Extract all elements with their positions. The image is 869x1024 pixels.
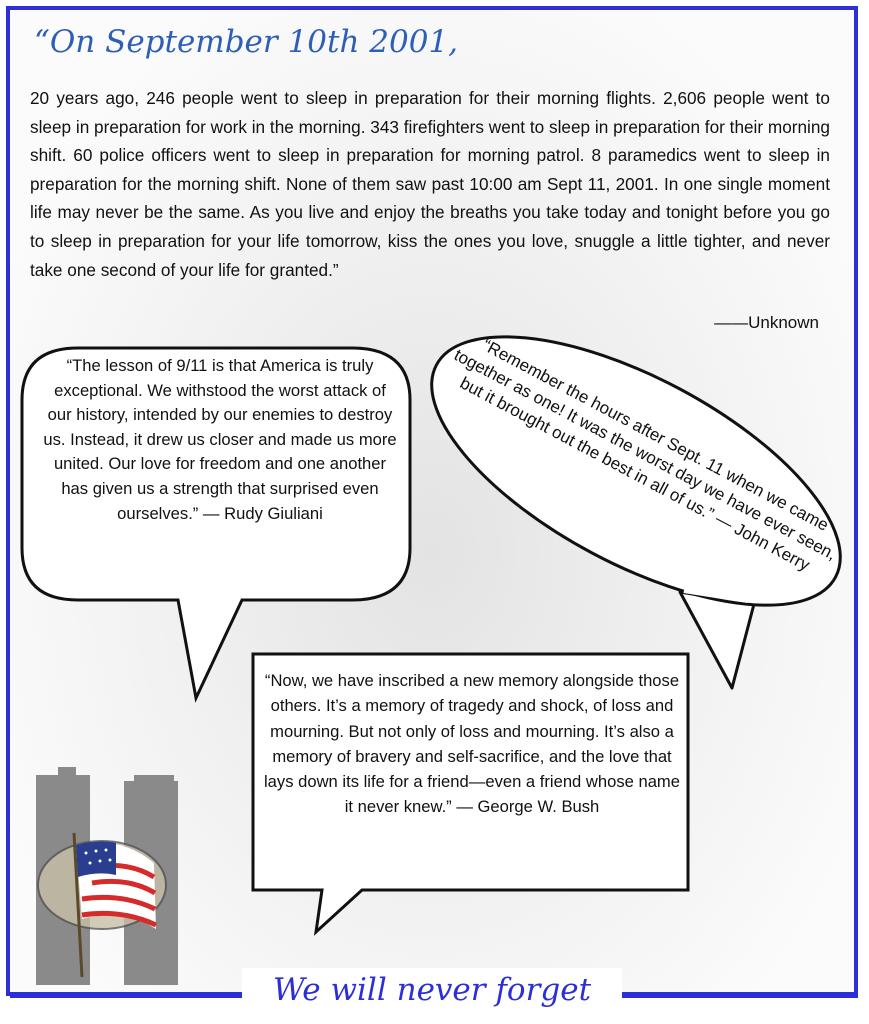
intro-paragraph: 20 years ago, 246 people went to sleep in preparation for their morning flights. 2,606 people went to sleep in preparation for work in the morning. 343 firefighters went to sleep in preparation for their morning shift. 60 police officers went to sleep in preparation for morning patrol. 8 paramedics went to sleep in preparation for the morning shift. None of them saw past 10:00 am Sept 11, 2001. In one single moment life may never be the same. As you live and enjoy the breaths you take today and tonight before you go to sleep in preparation for your life tomorrow, kiss the ones you love, snuggle a little tighter, and never take one second of your life for granted.”: [30, 88, 830, 280]
kerry-quote: “Remember the hours after Sept. 11 when we came together as one! It was the worst day we have ever seen, but it brought out the best in all of us.” — John Kerry: [450, 335, 840, 575]
bush-quote: “Now, we have inscribed a new memory alongside those others. It’s a memory of tragedy and shock, of loss and mourning. But not only of loss and mourning. It’s also a memory of bravery and self-sacrifice, and the love that lays down its life for a friend—even a friend whose name it never knew.” — George W. Bush: [264, 671, 680, 817]
footer-tagline: We will never forget: [242, 968, 622, 1012]
giuliani-quote: “The lesson of 9/11 is that America is truly exceptional. We withstood the worst attack of our history, intended by our enemies to destroy us. Instead, it drew us closer and made us more united. Our love for freedom and one another has given us a strength that surprised even ourselves.” — Rudy Giuliani: [43, 356, 397, 523]
twin-towers-flag-illustration: [30, 715, 190, 990]
footer-rule-left: [10, 994, 242, 998]
footer-rule-right: [622, 994, 858, 998]
intro-attribution: ——Unknown: [714, 313, 819, 332]
page-title: “On September 10th 2001,: [34, 24, 459, 60]
